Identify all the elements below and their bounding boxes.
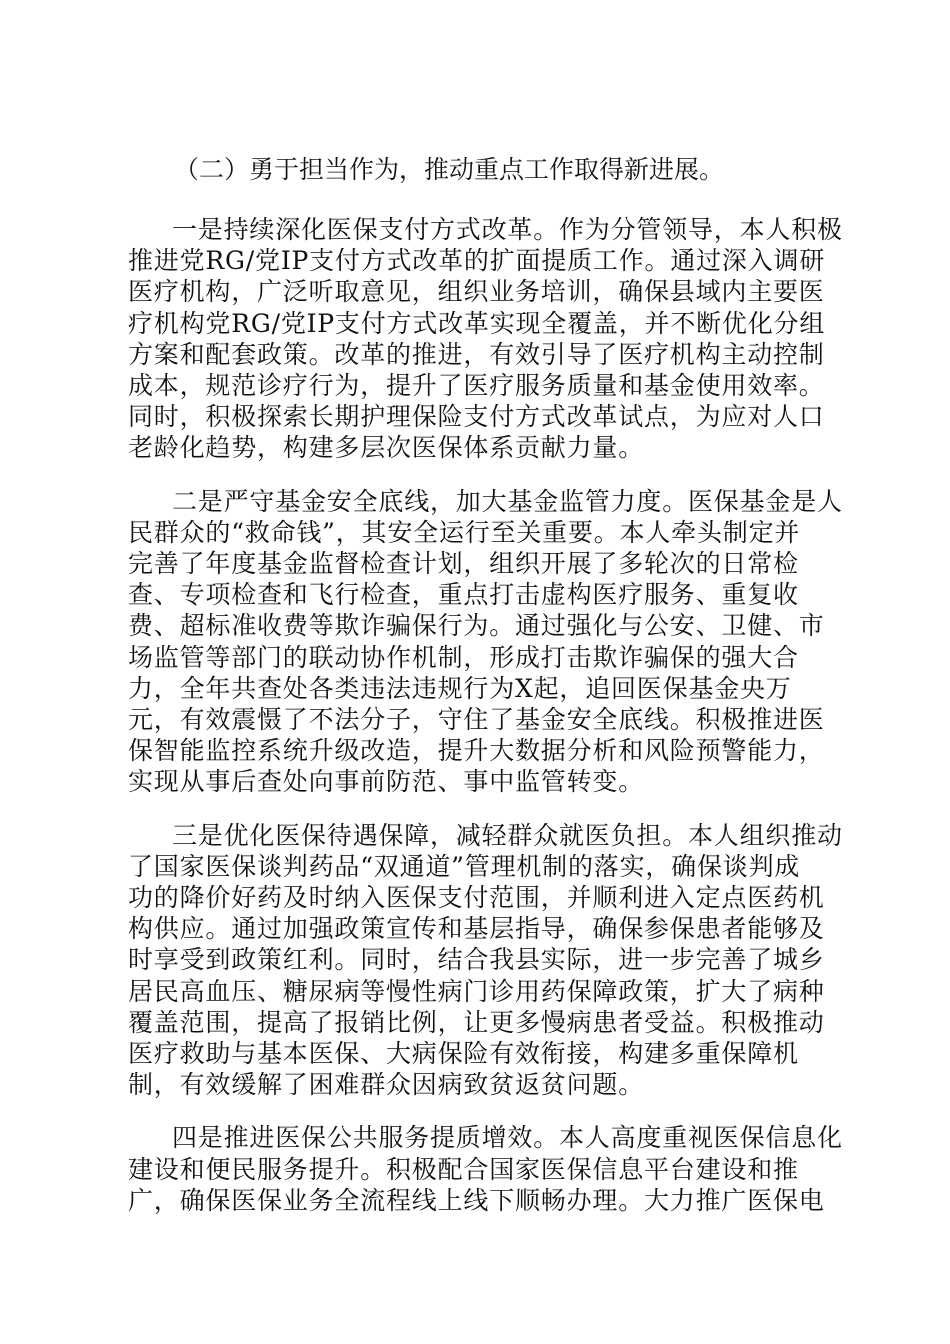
paragraph-line: 成本，规范诊疗行为，提升了医疗服务质量和基金使用效率。 bbox=[128, 371, 825, 401]
paragraph-line: 二是严守基金安全底线，加大基金监管力度。医保基金是人 bbox=[172, 486, 843, 516]
paragraph-line: 时享受到政策红利。同时，结合我县实际，进一步完善了城乡 bbox=[128, 945, 825, 975]
paragraph-2 bbox=[128, 486, 843, 798]
paragraph-line: 了国家医保谈判药品“双通道”管理机制的落实，确保谈判成 bbox=[128, 851, 801, 881]
paragraph-line: 疗机构党RG/党IP支付方式改革实现全覆盖，并不断优化分组 bbox=[128, 308, 826, 338]
document-body bbox=[128, 150, 843, 1238]
paragraph-line: 方案和配套政策。改革的推进，有效引导了医疗机构主动控制 bbox=[128, 339, 825, 369]
paragraph-line: 居民高血压、糖尿病等慢性病门诊用药保障政策，扩大了病种 bbox=[128, 976, 825, 1006]
paragraph-line: 功的降价好药及时纳入医保支付范围，并顺利进入定点医药机 bbox=[128, 883, 825, 913]
paragraph-line: 四是推进医保公共服务提质增效。本人高度重视医保信息化 bbox=[172, 1123, 843, 1153]
paragraph-line: 医疗机构，广泛听取意见，组织业务培训，确保县域内主要医 bbox=[128, 277, 825, 307]
paragraph-line: 民群众的“救命钱”，其安全运行至关重要。本人牵头制定并 bbox=[128, 517, 801, 547]
paragraph-line: 制，有效缓解了困难群众因病致贫返贫问题。 bbox=[128, 1070, 645, 1100]
paragraph-line: 覆盖范围，提高了报销比例，让更多慢病患者受益。积极推动 bbox=[128, 1007, 825, 1037]
paragraph-line: 医疗救助与基本医保、大病保险有效衔接，构建多重保障机 bbox=[128, 1039, 799, 1069]
paragraph-line: 费、超标准收费等欺诈骗保行为。通过强化与公安、卫健、市 bbox=[128, 611, 825, 641]
paragraph-line: 实现从事后查处向事前防范、事中监管转变。 bbox=[128, 767, 645, 797]
paragraph-line: 完善了年度基金监督检查计划，组织开展了多轮次的日常检 bbox=[128, 549, 799, 579]
paragraph-line: 一是持续深化医保支付方式改革。作为分管领导，本人积极 bbox=[172, 215, 843, 244]
paragraph-4 bbox=[128, 1122, 843, 1216]
paragraph-line: 保智能监控系统升级改造，提升大数据分析和风险预警能力， bbox=[128, 736, 825, 766]
paragraph-line: 广，确保医保业务全流程线上线下顺畅办理。大力推广医保电 bbox=[128, 1185, 825, 1215]
paragraph-line: 力，全年共查处各类违法违规行为X起，追回医保基金央万 bbox=[128, 673, 792, 703]
paragraph-1 bbox=[128, 214, 843, 464]
paragraph-line: 查、专项检查和飞行检查，重点打击虚构医疗服务、重复收 bbox=[128, 580, 799, 610]
section-heading: （二）勇于担当作为，推动重点工作取得新进展。 bbox=[174, 155, 725, 184]
paragraph-line: 推进党RG/党IP支付方式改革的扩面提质工作。通过深入调研 bbox=[128, 246, 826, 276]
paragraph-line: 元，有效震慑了不法分子，守住了基金安全底线。积极推进医 bbox=[128, 705, 825, 735]
paragraph-line: 同时，积极探索长期护理保险支付方式改革试点，为应对人口 bbox=[128, 402, 825, 432]
paragraph-3 bbox=[128, 820, 843, 1101]
paragraph-line: 建设和便民服务提升。积极配合国家医保信息平台建设和推 bbox=[128, 1154, 799, 1184]
paragraph-line: 场监管等部门的联动协作机制，形成打击欺诈骗保的强大合 bbox=[128, 642, 799, 672]
paragraph-line: 构供应。通过加强政策宣传和基层指导，确保参保患者能够及 bbox=[128, 914, 825, 944]
paragraph-line: 老龄化趋势，构建多层次医保体系贡献力量。 bbox=[128, 433, 645, 463]
paragraph-line: 三是优化医保待遇保障，减轻群众就医负担。本人组织推动 bbox=[172, 820, 843, 850]
